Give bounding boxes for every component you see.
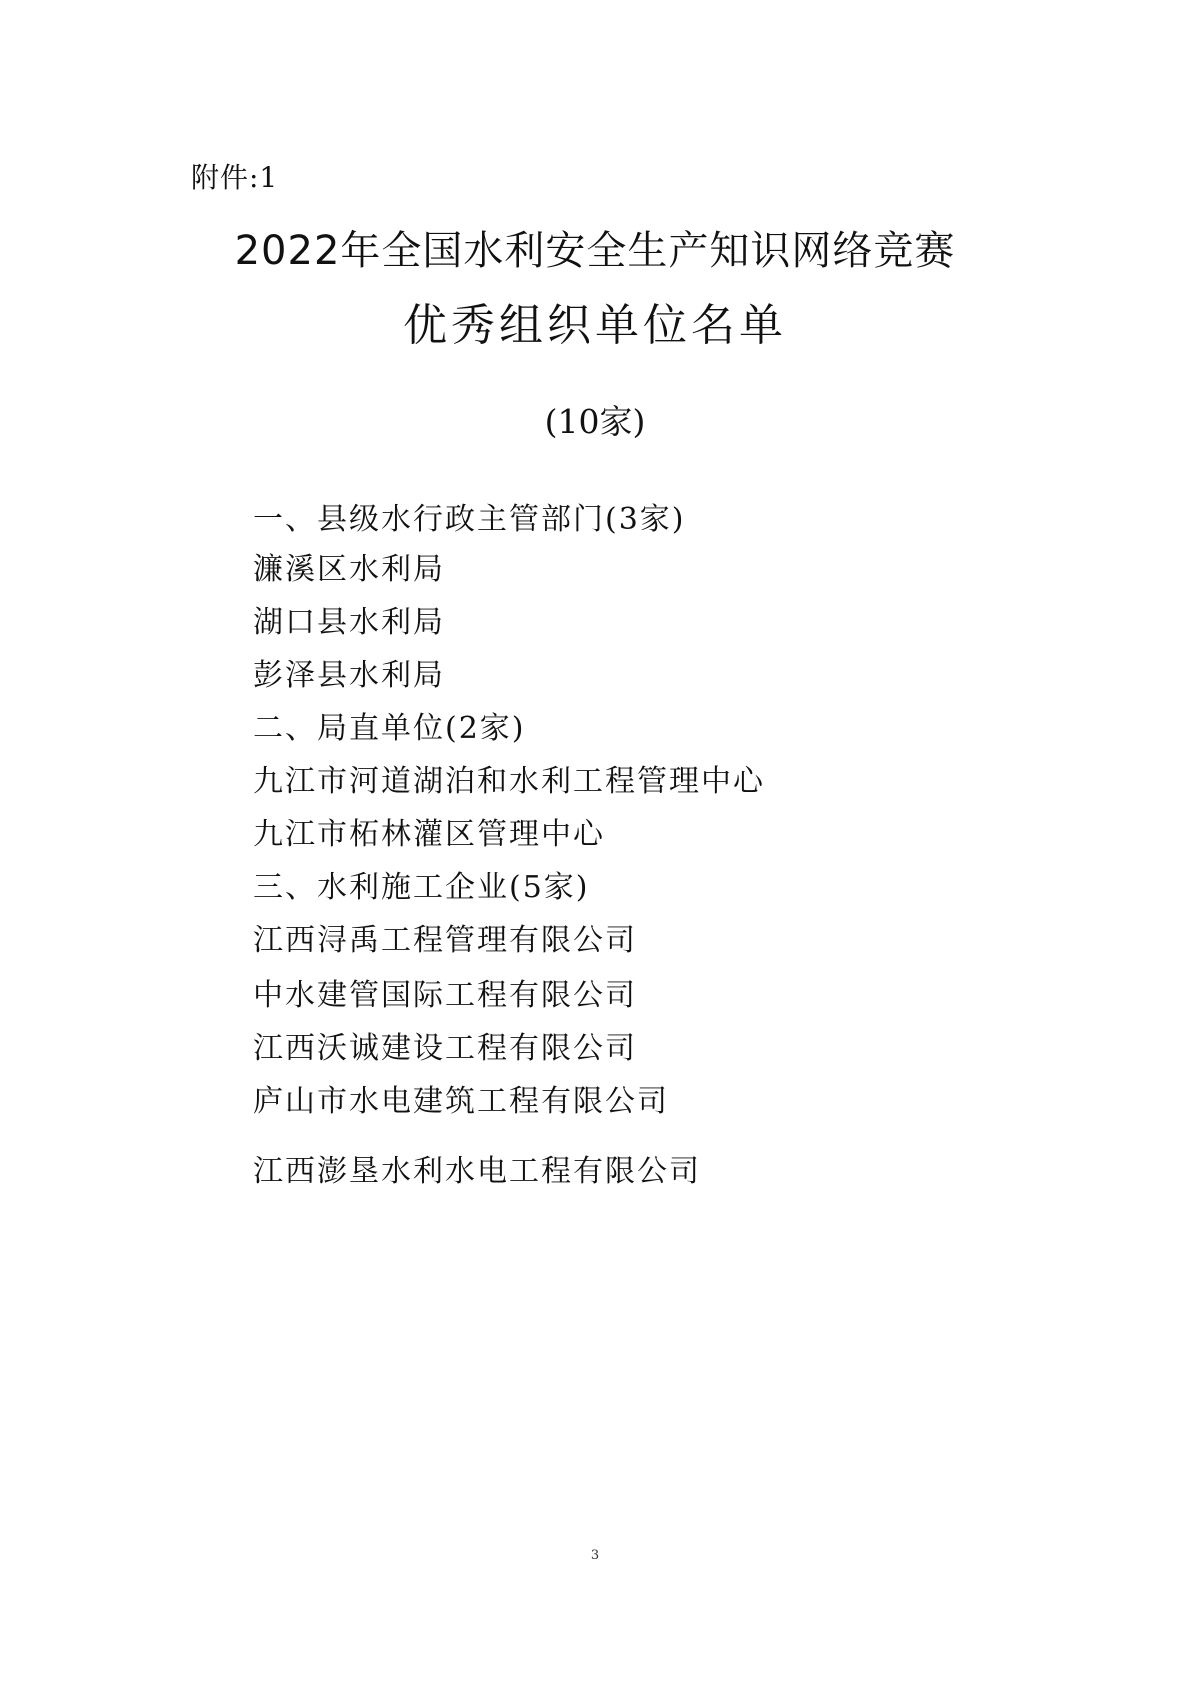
section-heading-county: 一、县级水行政主管部门(3家) (253, 502, 686, 537)
attachment-label: 附件:1 (191, 161, 279, 194)
list-item: 江西澎垦水利水电工程有限公司 (253, 1154, 701, 1189)
list-item: 濂溪区水利局 (253, 552, 445, 587)
list-item: 江西沃诚建设工程有限公司 (253, 1031, 637, 1066)
list-item: 江西浔禹工程管理有限公司 (253, 923, 637, 958)
list-item: 彭泽县水利局 (253, 658, 445, 693)
document-title-line-2: 优秀组织单位名单 (403, 300, 787, 351)
section-heading-direct-units: 二、局直单位(2家) (253, 711, 526, 746)
list-item: 九江市河道湖泊和水利工程管理中心 (253, 764, 765, 799)
list-item: 湖口县水利局 (253, 605, 445, 640)
list-item: 九江市柘林灌区管理中心 (253, 817, 605, 852)
section-heading-construction-companies: 三、水利施工企业(5家) (253, 870, 590, 905)
document-title-line-1: 2022年全国水利安全生产知识网络竞赛 (234, 228, 956, 274)
list-item: 中水建管国际工程有限公司 (253, 978, 637, 1013)
page-number: 3 (590, 1548, 600, 1563)
total-count: (10家) (544, 402, 646, 441)
list-item: 庐山市水电建筑工程有限公司 (253, 1084, 669, 1119)
